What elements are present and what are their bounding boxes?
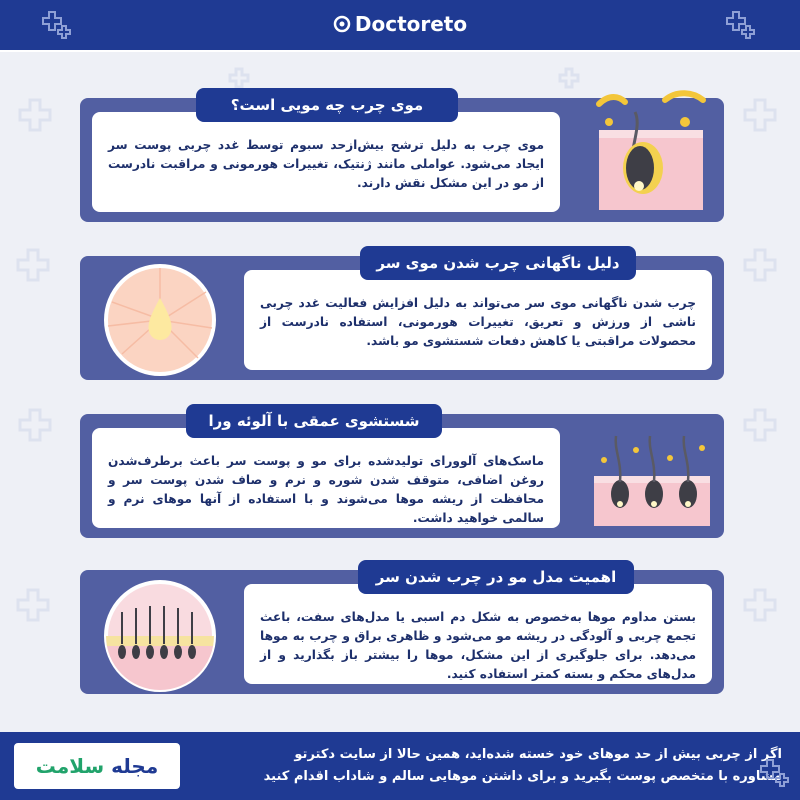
footer-line: اگر از چربی بیش از حد موهای خود خسته شده‌اید، همین حالا از سایت دکترتو <box>294 747 782 762</box>
section-text-box <box>92 112 560 212</box>
brand-name: Doctoreto <box>354 12 468 36</box>
header-bar <box>0 0 800 52</box>
section-text-box <box>244 584 712 684</box>
footer-call-to-action <box>190 744 782 788</box>
section-title: شستشوی عمقی با آلوئه ورا <box>186 404 442 438</box>
hair-follicles-illustration <box>590 432 714 532</box>
footer-line: مشاوره با متخصص پوست بگیرید و برای داشتن موهایی سالم و شاداب اقدام کنید <box>263 769 782 784</box>
badge-word-health: سلامت <box>35 754 105 778</box>
section-text-box <box>244 270 712 370</box>
medical-cross-icon <box>724 8 758 42</box>
section-card-sudden-oily <box>80 256 724 380</box>
badge-word-magazine: مجله <box>111 754 159 778</box>
section-card-aloe-vera <box>80 414 724 538</box>
hair-follicle-illustration <box>585 82 715 218</box>
scalp-closeup-illustration <box>102 262 218 378</box>
section-text: ماسک‌های آلوورای تولیدشده برای مو و پوست سر باعث برطرف‌شدن روغن اضافی، متوقف شدن شوره و نرم و صاف شدن پوست سر و محافظت از ریشه موها می‌شوند و با استفاده از آنها موهای نرم و سالمی خواهید داشت. <box>108 454 544 525</box>
section-text: چرب شدن ناگهانی موی سر می‌تواند به دلیل افزایش فعالیت غدد چربی ناشی از ورزش و تعریق، تغییرات هورمونی، استفاده نادرست از محصولات مراقبتی یا کاهش دفعات شستشوی مو باشد. <box>260 296 696 348</box>
section-title: دلیل ناگهانی چرب شدن موی سر <box>360 246 636 280</box>
section-card-oily-hair <box>80 98 724 222</box>
section-text: موی چرب به دلیل ترشح بیش‌ازحد سبوم توسط غدد چربی پوست سر ایجاد می‌شود. عواملی مانند ژنتیک، تغییرات هورمونی و مراقبت نادرست از مو در این مشکل نقش دارند. <box>108 138 544 190</box>
health-magazine-badge[interactable] <box>12 741 182 791</box>
section-title: اهمیت مدل مو در چرب شدن سر <box>358 560 634 594</box>
scalp-hair-roots-illustration <box>102 578 218 694</box>
doctoreto-logo-icon <box>333 15 351 33</box>
section-text-box <box>92 428 560 528</box>
section-text: بستن مداوم موها به‌خصوص به شکل دم اسبی یا مدل‌های سفت، باعث تجمع چربی و آلودگی در ریشه مو می‌شود و ظاهری براق و چرب به موها می‌دهد. برای جلوگیری از این مشکل، موها را بیشتر باز بگذارید و از مدل‌های محکم و بسته کمتر استفاده کنید. <box>260 610 696 681</box>
brand-logo[interactable] <box>0 12 800 36</box>
section-title: موی چرب چه مویی است؟ <box>196 88 458 122</box>
section-card-hairstyle <box>80 570 724 694</box>
medical-cross-icon <box>758 756 792 790</box>
